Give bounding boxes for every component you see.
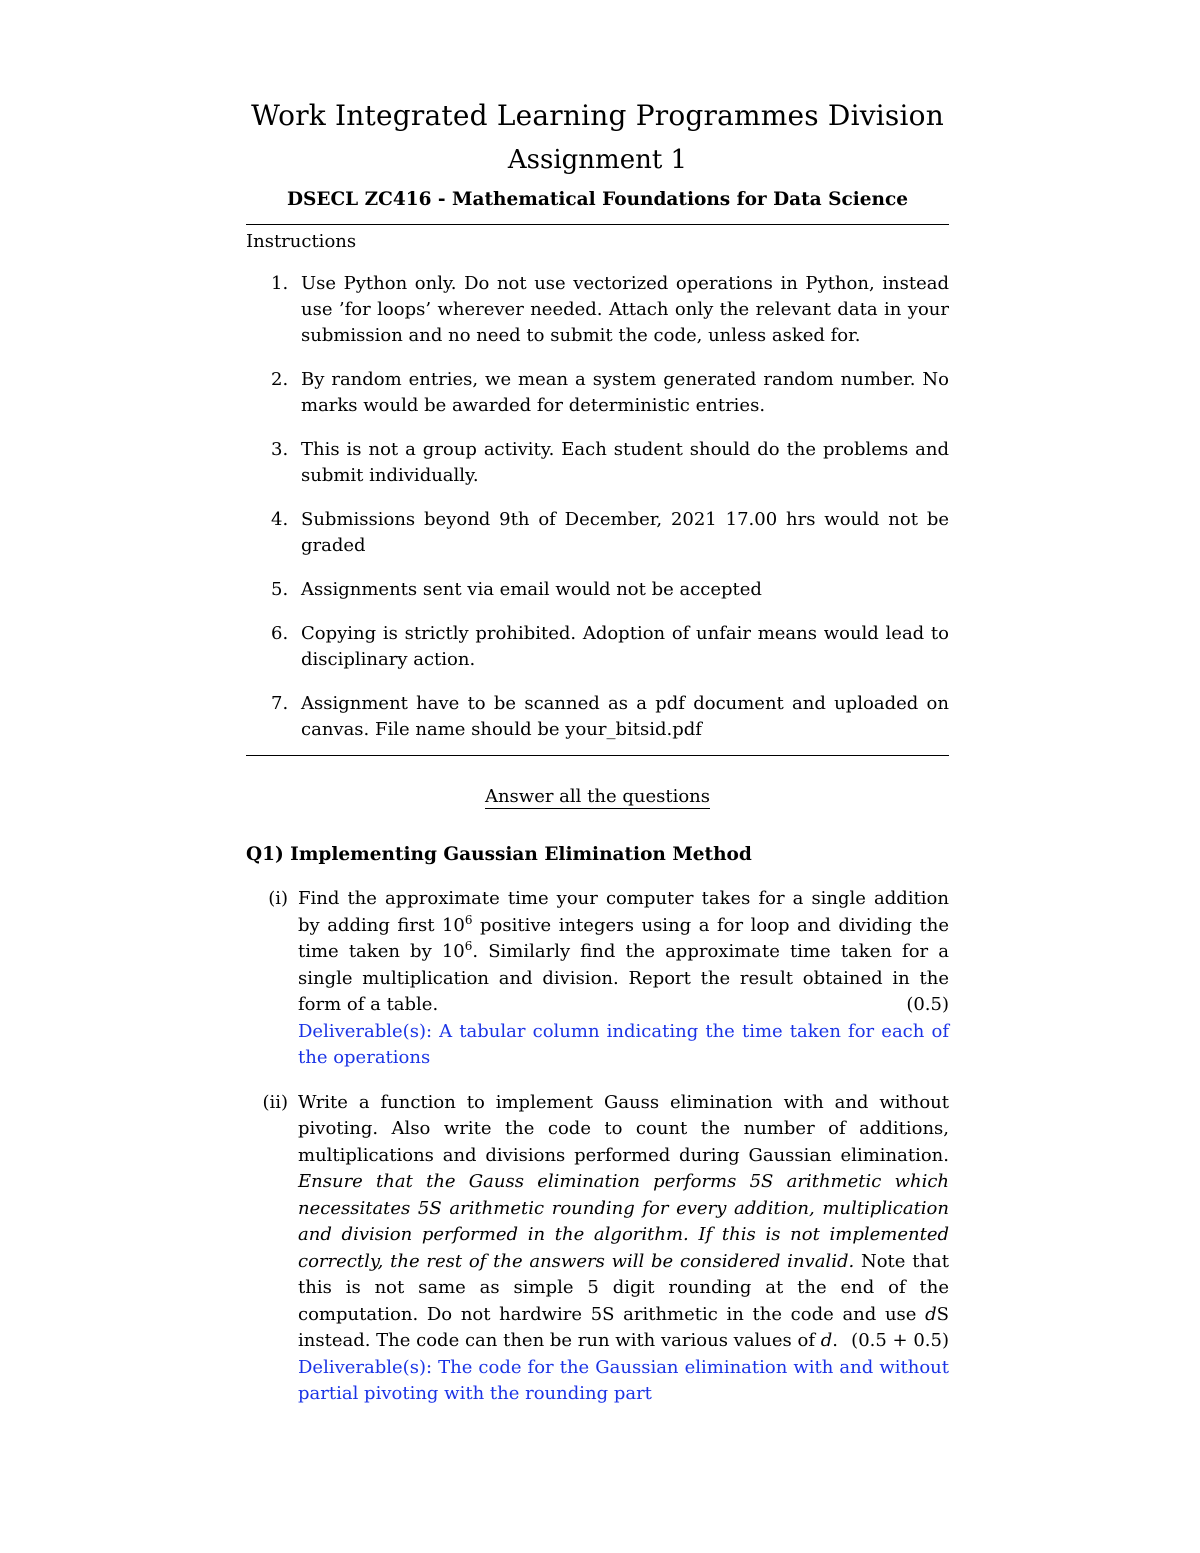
part-label: (i) (268, 888, 288, 909)
list-item (246, 437, 949, 489)
item-number: 5. (271, 579, 289, 600)
question-part-i (246, 886, 949, 1072)
question-title: Q1) Implementing Gaussian Elimination Method (246, 844, 752, 865)
bottom-rule (246, 755, 949, 756)
variable-d: d (820, 1330, 833, 1351)
part-text: Note that this is not same as simple 5 digit rounding at the end of the computation. Do not hardwire 5S arithmetic in the code and use (298, 1250, 949, 1325)
marks: (0.5) (906, 994, 949, 1015)
item-text: By random entries, we mean a system generated random number. No marks would be awarded for deterministic entries. (301, 369, 949, 416)
part-text: . (832, 1330, 838, 1351)
deliverable: Deliverable(s): The code for the Gaussian elimination with and without partial pivoting with the rounding part (298, 1356, 949, 1404)
part-text: . Similarly find the approximate time taken for a single multiplication and division. Report the result obtained in the form of a table. (298, 941, 949, 1015)
item-number: 7. (271, 693, 289, 714)
list-item (246, 621, 949, 673)
item-text: Assignment have to be scanned as a pdf document and uploaded on canvas. File name should be your_bitsid.pdf (301, 693, 949, 740)
superscript: 6 (464, 939, 473, 953)
division-title: Work Integrated Learning Programmes Division (251, 99, 944, 132)
item-text: Use Python only. Do not use vectorized operations in Python, instead use ’for loops’ wherever needed. Attach only the relevant data in your submission and no need to submit the code, unless asked for. (301, 273, 949, 346)
top-rule (246, 224, 949, 225)
list-item (246, 367, 949, 419)
item-number: 2. (271, 369, 289, 390)
part-text: Write a function to implement Gauss elimination with and without pivoting. Also write the code to count the number of additions, multiplications and divisions performed during Gaussian elimination. (298, 1091, 949, 1166)
assignment-title: Assignment 1 (507, 145, 688, 175)
list-item (246, 577, 949, 603)
item-number: 3. (271, 439, 289, 460)
part-label: (ii) (262, 1091, 288, 1113)
part-text: positive integers using a for loop and dividing the time taken by 10 (298, 914, 949, 962)
item-text: This is not a group activity. Each student should do the problems and submit individually. (301, 439, 949, 486)
part-text: Find the approximate time your computer takes for a single addition by adding first 10 (298, 888, 949, 936)
emphasis-text: Ensure that the Gauss elimination performs 5S arithmetic which necessitates 5S arithmetic rounding for every addition, multiplication and division performed in the algorithm. If this is not implemented correctly, the rest of the answers will be considered invalid. (298, 1171, 949, 1272)
instructions-list (246, 271, 949, 743)
deliverable: Deliverable(s): A tabular column indicating the time taken for each of the operations (298, 1020, 949, 1068)
item-text: Copying is strictly prohibited. Adoption of unfair means would lead to disciplinary action. (301, 623, 949, 670)
variable-d: d (925, 1303, 937, 1325)
item-number: 4. (271, 509, 289, 530)
superscript: 6 (464, 912, 473, 927)
item-number: 6. (271, 623, 289, 644)
instructions-heading: Instructions (246, 231, 357, 252)
marks: (0.5 + 0.5) (851, 1330, 949, 1351)
question-part-ii (246, 1090, 949, 1408)
answer-all-text: Answer all the questions (484, 786, 711, 807)
document-page (246, 96, 949, 1408)
item-text: Assignments sent via email would not be accepted (301, 579, 762, 600)
item-text: Submissions beyond 9th of December, 2021 17.00 hrs would not be graded (301, 509, 949, 556)
item-number: 1. (271, 273, 289, 294)
answer-all-heading (246, 784, 949, 810)
course-title: DSECL ZC416 - Mathematical Foundations for Data Science (286, 189, 909, 210)
part-text: S instead. The code can then be run with various values of (298, 1303, 949, 1351)
list-item (246, 271, 949, 349)
list-item (246, 691, 949, 743)
list-item (246, 507, 949, 559)
